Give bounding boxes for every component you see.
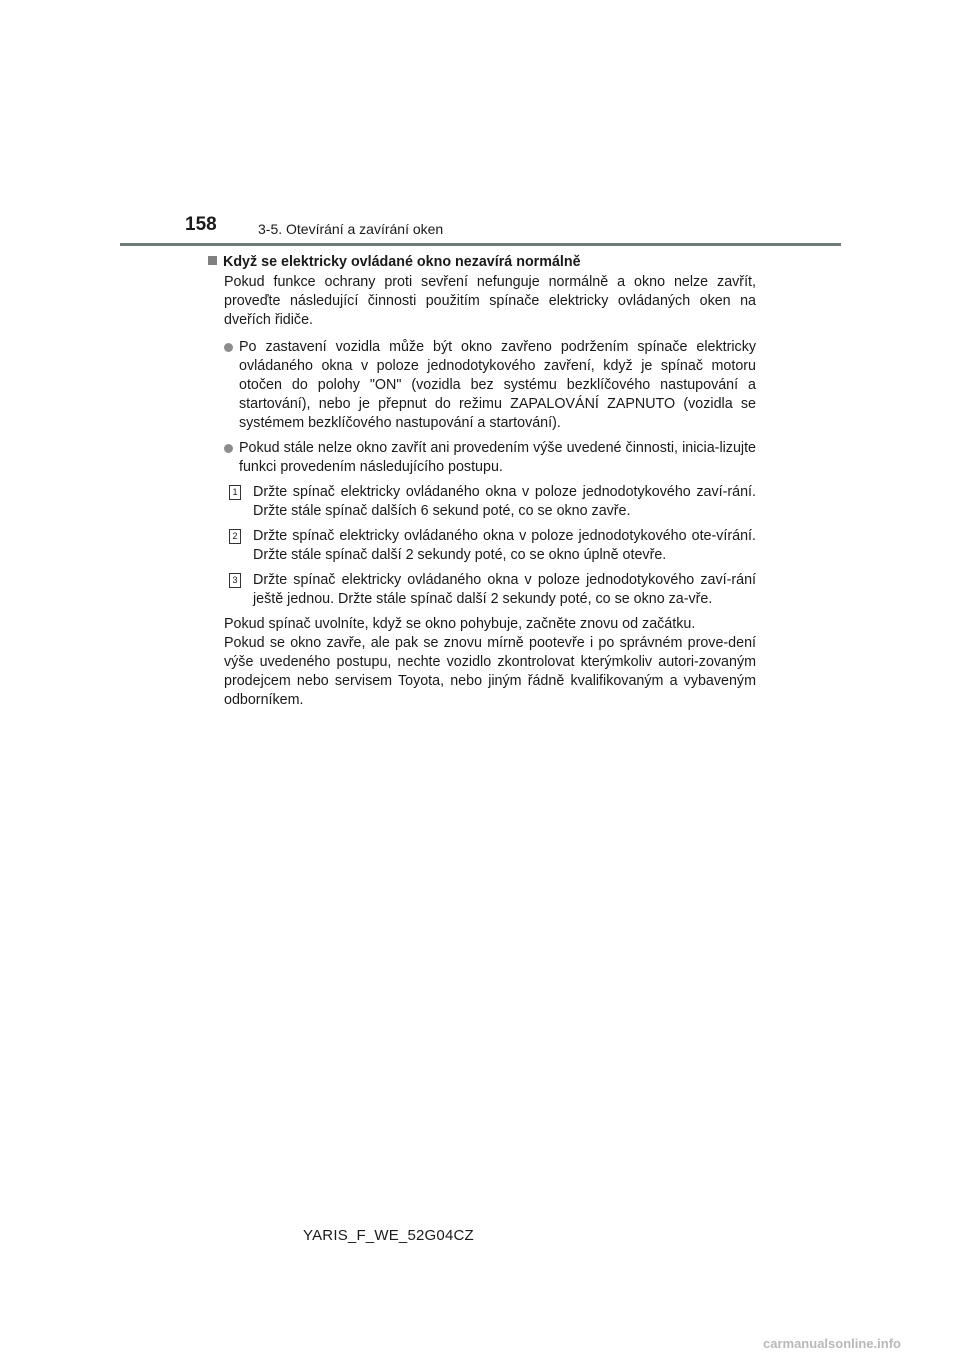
round-bullet-icon: [224, 343, 233, 352]
outro-line-service: Pokud se okno zavře, ale pak se znovu mírně pootevře i po správném prove-dení výše uvedeného postupu, nechte vozidlo zkontrolovat kterýmkoliv autori-zovaným prodejcem nebo servisem Toyota, nebo jiným řádně kvalifikovaným a vybaveným odborníkem.: [224, 635, 756, 708]
bullet-text: Po zastavení vozidla může být okno zavřeno podržením spínače elektricky ovládaného okna v poloze jednodotykového zavření, když je spínač motoru otočen do polohy "ON" (vozidla bez systému bezklíčového nastupování a startování), nebo je přepnut do režimu ZAPALOVÁNÍ ZAPNUTO (vozidla se systémem bezklíčového nastupování a startování).: [239, 339, 756, 431]
section-heading: [208, 253, 756, 272]
step-text: Držte spínač elektricky ovládaného okna v poloze jednodotykového zaví-rání ještě jednou. Držte stále spínač další 2 sekundy poté, co se okno za-vře.: [253, 572, 756, 607]
section-heading-text: Když se elektricky ovládané okno nezavírá normálně: [223, 254, 581, 270]
watermark: carmanualsonline.info: [763, 1336, 901, 1351]
bullet-text: Pokud stále nelze okno zavřít ani provedením výše uvedené činnosti, inicia-lizujte funkci provedením následujícího postupu.: [239, 440, 756, 475]
step-text: Držte spínač elektricky ovládaného okna v poloze jednodotykového ote-vírání. Držte stále spínač další 2 sekundy poté, co se okno úplně otevře.: [253, 528, 756, 563]
round-bullet-icon: [224, 444, 233, 453]
step-item: [229, 527, 756, 565]
outro-paragraph: [224, 615, 756, 710]
intro-paragraph: Pokud funkce ochrany proti sevření nefunguje normálně a okno nelze zavřít, proveďte následující činnosti použitím spínače elektricky ovládaných oken na dveřích řidiče.: [224, 274, 756, 328]
header-rule: [120, 243, 841, 246]
document-code: YARIS_F_WE_52G04CZ: [303, 1227, 474, 1244]
step-item: [229, 571, 756, 609]
page-number: 158: [185, 214, 217, 235]
step-item: [229, 483, 756, 521]
step-text: Držte spínač elektricky ovládaného okna v poloze jednodotykového zaví-rání. Držte stále spínač dalších 6 sekund poté, co se okno zavře.: [253, 484, 756, 519]
bullet-item: [224, 338, 756, 433]
outro-line-restart: Pokud spínač uvolníte, když se okno pohybuje, začněte znovu od začátku.: [224, 616, 696, 632]
step-number-badge: 3: [229, 573, 241, 588]
step-number-badge: 1: [229, 485, 241, 500]
square-bullet-icon: [208, 256, 217, 265]
step-number-badge: 2: [229, 529, 241, 544]
main-content: [208, 253, 756, 710]
bullet-item: [224, 439, 756, 477]
section-title: 3-5. Otevírání a zavírání oken: [258, 221, 444, 237]
